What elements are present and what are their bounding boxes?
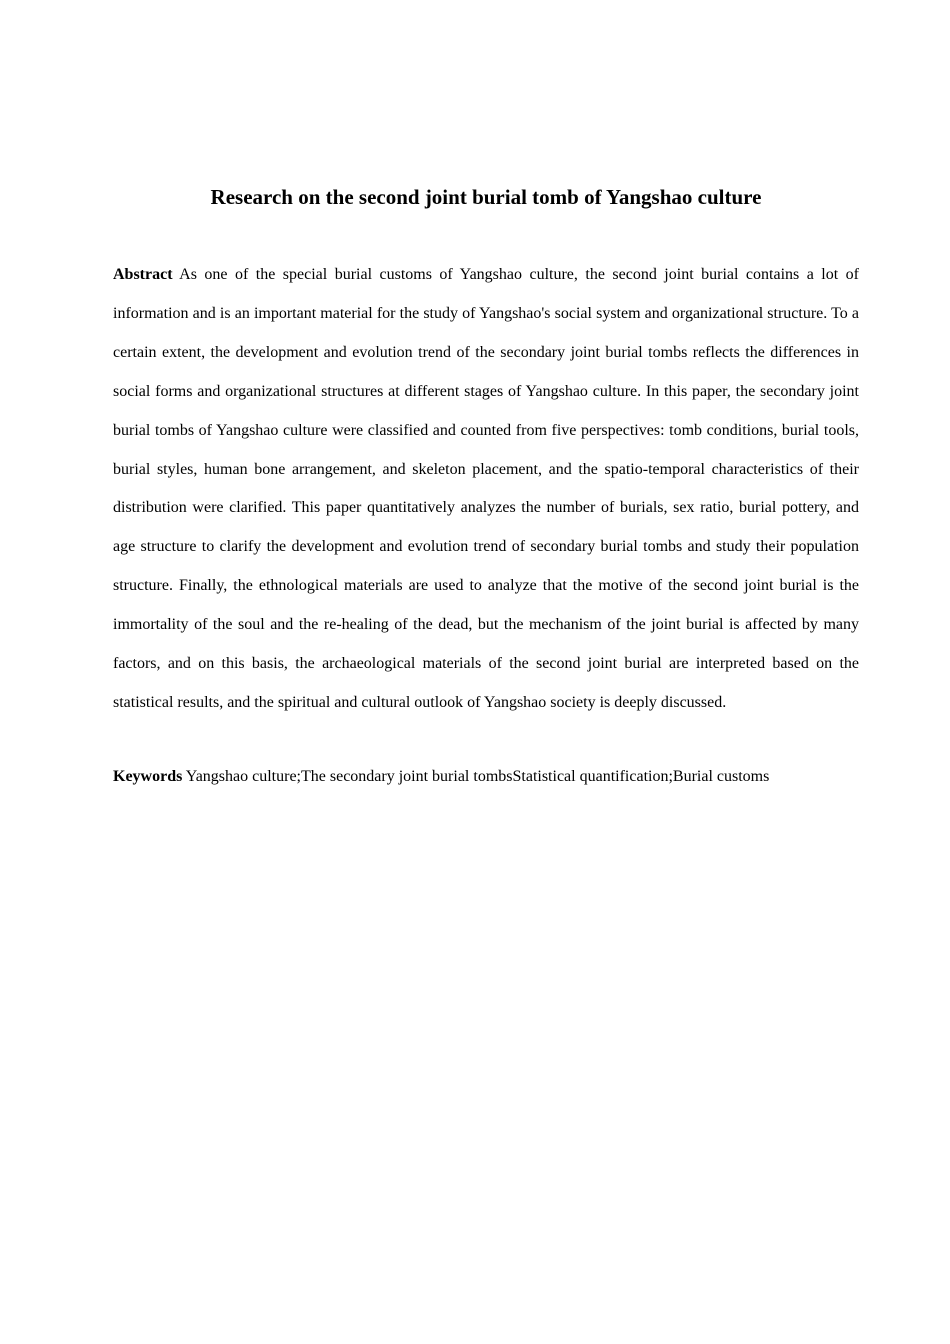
abstract-text: As one of the special burial customs of Yangshao culture, the second joint burial contains a lot of information and is an important material for the study of Yangshao's social system and organizational structure. To a certain extent, the development and evolution trend of the secondary joint burial tombs reflects the differences in social forms and organizational structures at different stages of Yangshao culture. In this paper, the secondary joint burial tombs of Yangshao culture were classified and counted from five perspectives: tomb conditions, burial tools, burial styles, human bone arrangement, and skeleton placement, and the spatio-temporal characteristics of their distribution were clarified. This paper quantitatively analyzes the number of burials, sex ratio, burial pottery, and age structure to clarify the development and evolution trend of secondary burial tombs and study their population structure. Finally, the ethnological materials are used to analyze that the motive of the second joint burial is the immortality of the soul and the re-healing of the dead, but the mechanism of the joint burial is affected by many factors, and on this basis, the archaeological materials of the second joint burial are interpreted based on the statistical results, and the spiritual and cultural outlook of Yangshao society is deeply discussed.: [113, 266, 859, 711]
abstract-label: Abstract: [113, 266, 173, 283]
abstract-paragraph: [113, 256, 859, 723]
paper-title: Research on the second joint burial tomb of Yangshao culture: [210, 185, 762, 209]
keywords-text: Yangshao culture;The secondary joint burial tombsStatistical quantification;Burial customs: [185, 768, 770, 785]
keywords-label: Keywords: [113, 768, 183, 785]
keywords-paragraph: [113, 764, 859, 790]
